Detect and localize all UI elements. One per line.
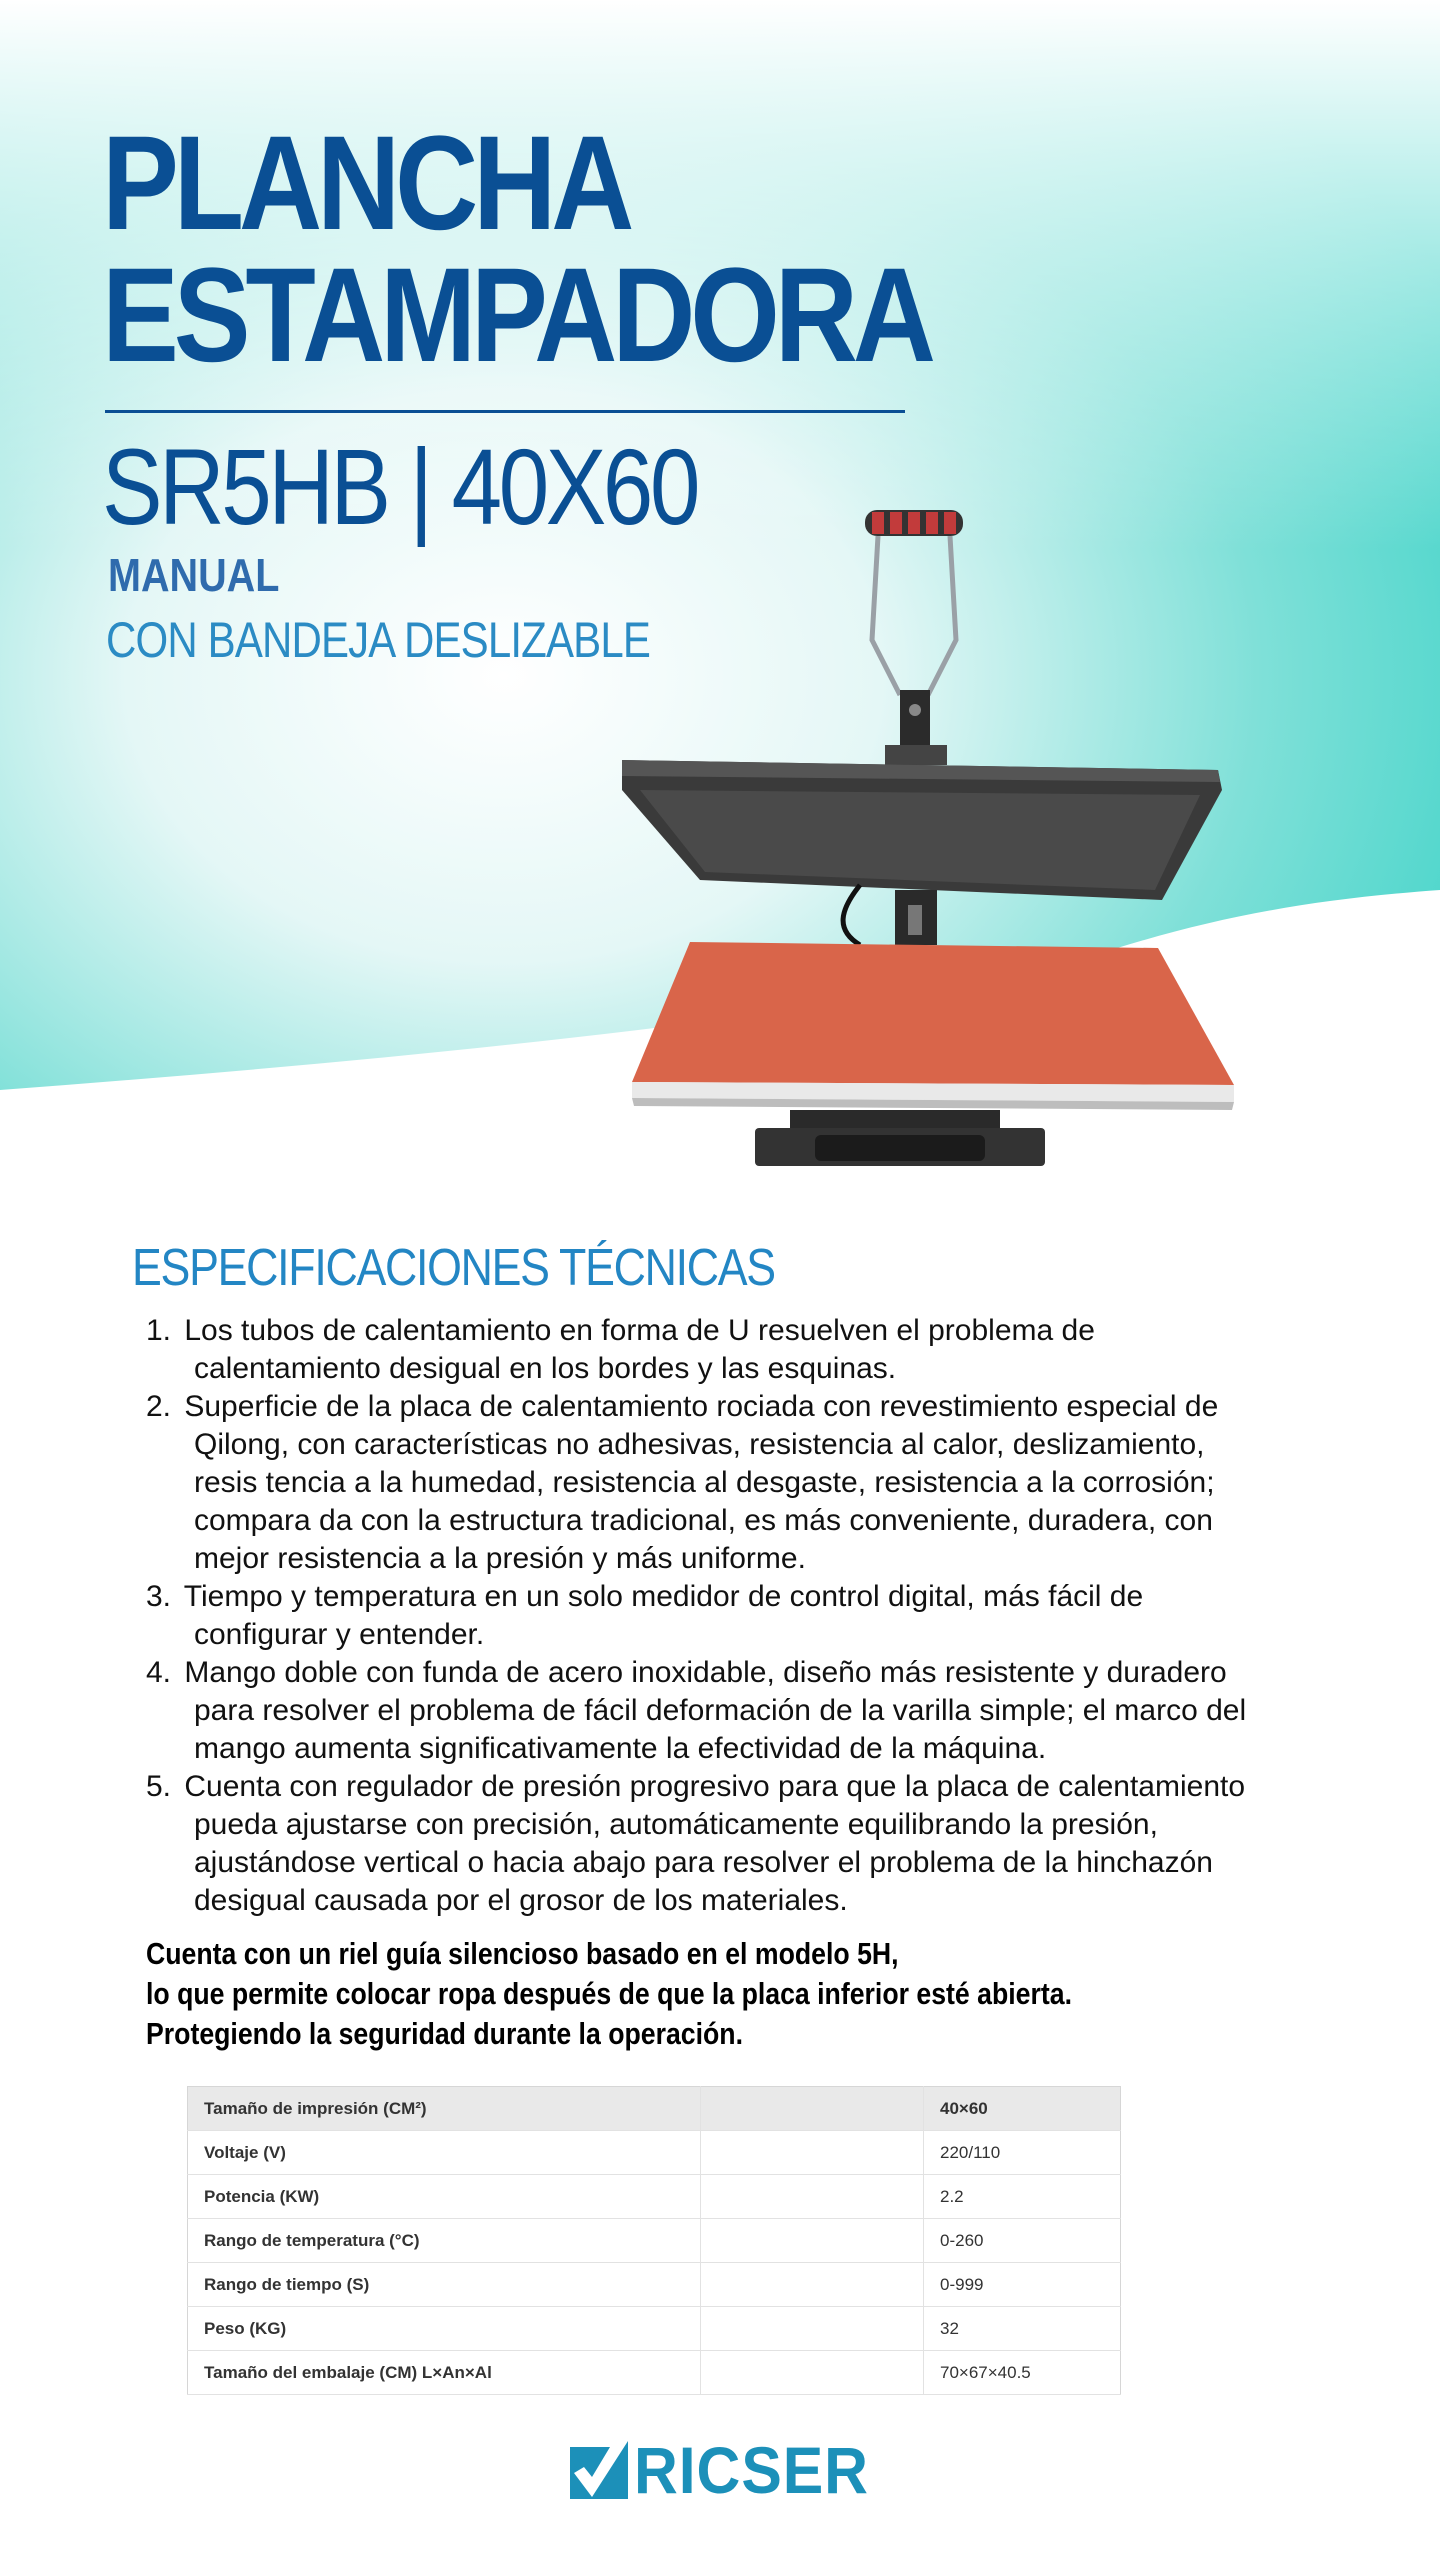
spec-table <box>187 2086 1121 2395</box>
table-row <box>188 2131 1121 2175</box>
table-value: 70×67×40.5 <box>924 2351 1121 2395</box>
table-label: Potencia (KW) <box>188 2175 701 2219</box>
heat-press-image <box>610 490 1250 1210</box>
table-empty-cell <box>701 2175 924 2219</box>
title-divider <box>105 410 905 413</box>
list-item: 2. Superficie de la placa de calentamiento rociada con revestimiento especial de Qilong, con características no adhesivas, resistencia al calor, deslizamiento, resis tencia a la humedad, resistencia al desgaste, resistencia a la corrosión; compara da con la estructura tradicional, es más conveniente, duradera, con mejor resistencia a la presión y más uniforme. <box>146 1390 1219 1575</box>
table-empty-cell <box>701 2087 924 2131</box>
feature-note <box>146 1934 1350 2054</box>
brand-logo <box>570 2433 889 2507</box>
list-item: 3. Tiempo y temperatura en un solo medidor de control digital, más fácil de configurar y entender. <box>146 1580 1144 1651</box>
title-line-2: ESTAMPADORA <box>102 241 931 390</box>
note-line-3: Protegiendo la seguridad durante la operación. <box>146 2016 744 2051</box>
table-row <box>188 2219 1121 2263</box>
table-row <box>188 2307 1121 2351</box>
note-line-2: lo que permite colocar ropa después de que la placa inferior esté abierta. <box>146 1976 1073 2011</box>
table-empty-cell <box>701 2263 924 2307</box>
title-line-1: PLANCHA <box>102 109 630 258</box>
table-value: 40×60 <box>924 2087 1121 2131</box>
table-label: Rango de tiempo (S) <box>188 2263 701 2307</box>
list-item: 1. Los tubos de calentamiento en forma de U resuelven el problema de calentamiento desigual en los bordes y las esquinas. <box>146 1314 1095 1385</box>
mode-label: MANUAL <box>108 549 280 601</box>
table-label: Rango de temperatura (°C) <box>188 2219 701 2263</box>
specs-list <box>146 1312 1256 1920</box>
page-title <box>102 109 931 390</box>
table-row <box>188 2263 1121 2307</box>
table-value: 32 <box>924 2307 1121 2351</box>
brand-name: RICSER <box>634 2433 869 2507</box>
model-heading: SR5HB | 40X60 <box>102 426 698 547</box>
table-value: 0-999 <box>924 2263 1121 2307</box>
table-value: 220/110 <box>924 2131 1121 2175</box>
table-value: 2.2 <box>924 2175 1121 2219</box>
list-item: 5. Cuenta con regulador de presión progresivo para que la placa de calentamiento pueda ajustarse con precisión, automáticamente equilibrando la presión, ajustándose vertical o hacia abajo para resolver el problema de la hinchazón desigual causada por el grosor de los materiales. <box>146 1770 1246 1917</box>
table-empty-cell <box>701 2219 924 2263</box>
table-row <box>188 2087 1121 2131</box>
table-empty-cell <box>701 2307 924 2351</box>
table-row <box>188 2351 1121 2395</box>
table-label: Voltaje (V) <box>188 2131 701 2175</box>
table-row <box>188 2175 1121 2219</box>
table-label: Peso (KG) <box>188 2307 701 2351</box>
table-empty-cell <box>701 2351 924 2395</box>
specs-title: ESPECIFICACIONES TÉCNICAS <box>132 1239 775 1297</box>
checkmark-square-icon <box>570 2441 628 2499</box>
feature-label: CON BANDEJA DESLIZABLE <box>106 612 651 668</box>
table-label: Tamaño de impresión (CM²) <box>188 2087 701 2131</box>
table-label: Tamaño del embalaje (CM) L×An×Al <box>188 2351 701 2395</box>
table-value: 0-260 <box>924 2219 1121 2263</box>
table-empty-cell <box>701 2131 924 2175</box>
list-item: 4. Mango doble con funda de acero inoxidable, diseño más resistente y duradero para resolver el problema de fácil deformación de la varilla simple; el marco del mango aumenta significativamente la efectividad de la máquina. <box>146 1656 1247 1765</box>
note-line-1: Cuenta con un riel guía silencioso basado en el modelo 5H, <box>146 1936 899 1971</box>
